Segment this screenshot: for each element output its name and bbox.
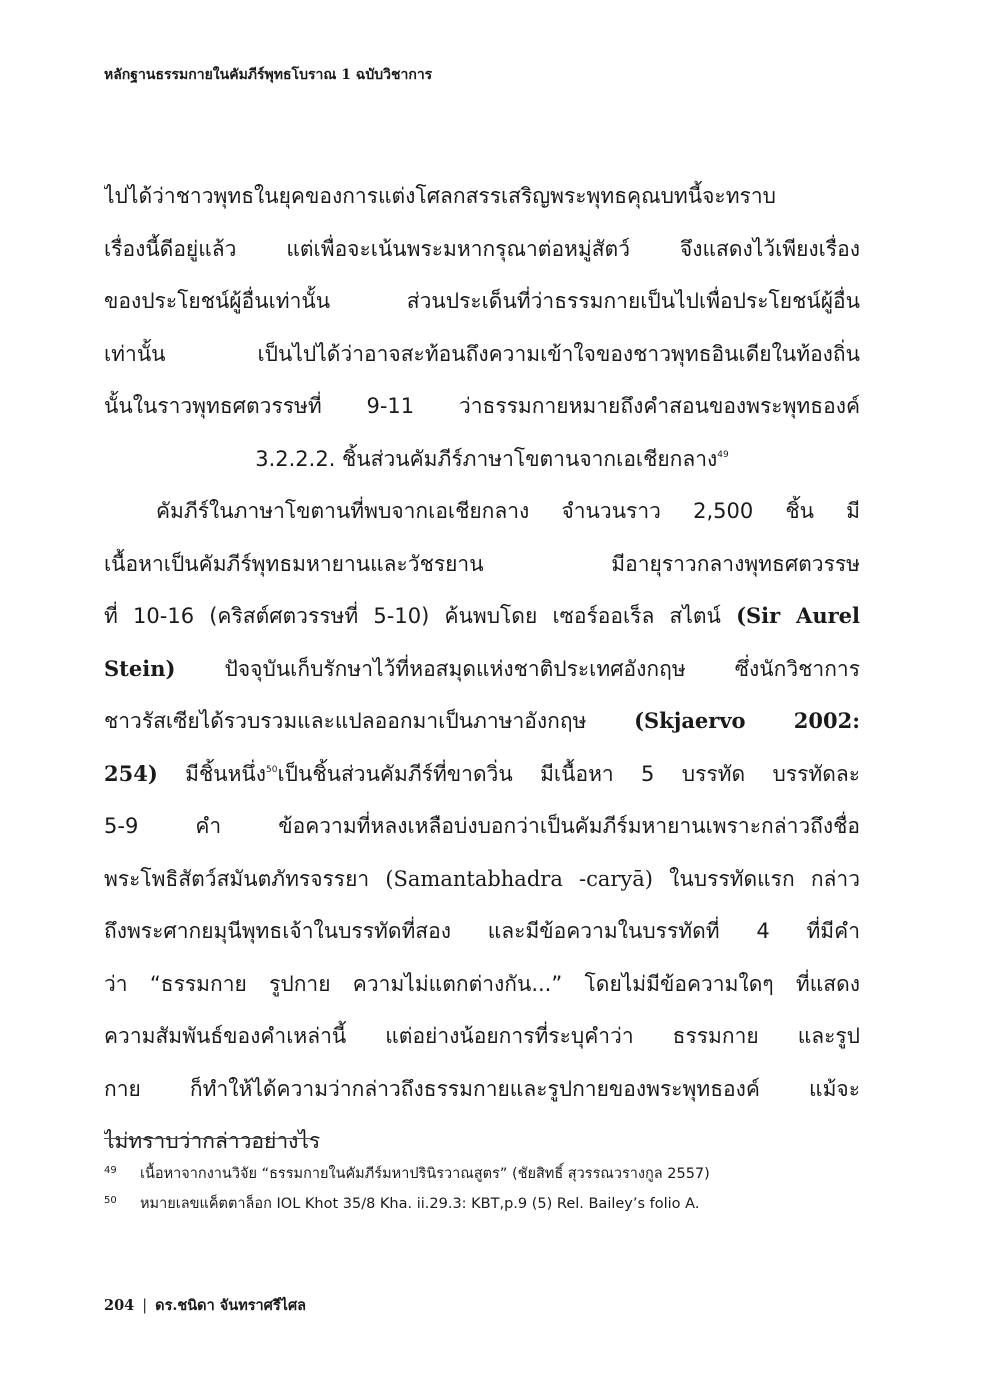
paragraph-line: นั้นในราวพุทธศตวรรษที่ 9-11 ว่าธรรมกายหมายถึงคำสอนของพระพุทธองค์ [104, 394, 860, 418]
footnote-divider [104, 1138, 310, 1139]
page-footer [104, 1294, 306, 1317]
paragraph-line [104, 590, 860, 643]
latin-text: Stein) [104, 655, 176, 681]
page-number: 204 [104, 1297, 135, 1314]
paragraph-line: ไปได้ว่าชาวพุทธในยุคของการแต่งโศลกสรรเสริญพระพุทธคุณบทนี้จะทราบ [104, 184, 776, 208]
latin-text: (Samantabhadra -caryā) [385, 866, 653, 891]
paragraph-line [104, 643, 860, 696]
paragraph-line: คัมภีร์ในภาษาโขตานที่พบจากเอเชียกลาง จำนวนราว 2,500 ชิ้น มี [156, 499, 860, 523]
footnote-text: เนื้อหาจากงานวิจัย “ธรรมกายในคัมภีร์มหาปรินิรวาณสูตร” (ชัยสิทธิ์ สุวรรณวรางกูล 2557) [140, 1166, 710, 1182]
footnote-49 [104, 1156, 904, 1186]
footnote-ref-50[interactable]: 50 [266, 764, 278, 775]
latin-text: (Sir Aurel [736, 603, 860, 628]
paragraph-line: ไม่ทราบว่ากล่าวอย่างไร [104, 1129, 321, 1153]
footnotes [104, 1156, 904, 1216]
footnote-ref-49[interactable]: 49 [717, 449, 729, 460]
section-heading [104, 433, 860, 486]
paragraph-line: เรื่องนี้ดีอยู่แล้ว แต่เพื่อจะเน้นพระมหากรุณาต่อหมู่สัตว์ จึงแสดงไว้เพียงเรื่อง [104, 236, 860, 261]
footnote-number: 49 [104, 1165, 117, 1176]
footer-author: ดร.ชนิดา จันทราศรีไศล [155, 1297, 307, 1314]
footnote-50 [104, 1186, 904, 1216]
paragraph-line: ถึงพระศากยมุนีพุทธเจ้าในบรรทัดที่สอง และมีข้อความในบรรทัดที่ 4 ที่มีคำ [104, 919, 860, 943]
footer-separator: | [142, 1298, 148, 1314]
text-run: ชาวรัสเซียได้รวบรวมและแปลออกมาเป็นภาษาอังกฤษ [104, 709, 635, 733]
text-run: เป็นชิ้นส่วนคัมภีร์ที่ขาดวิ่น มีเนื้อหา 5 บรรทัด บรรทัดละ [277, 761, 860, 786]
section-heading-text: 3.2.2.2. ชิ้นส่วนคัมภีร์ภาษาโขตานจากเอเชียกลาง [255, 446, 718, 471]
text-run: พระโพธิสัตว์สมันตภัทรจรรยา [104, 866, 386, 891]
paragraph-line: ของประโยชน์ผู้อื่นเท่านั้น ส่วนประเด็นที่ว่าธรรมกายเป็นไปเพื่อประโยชน์ผู้อื่น [104, 289, 860, 313]
paragraph-line [104, 853, 860, 906]
footnote-text: หมายเลขแค็ตตาล็อก IOL Khot 35/8 Kha. ii.29.3: KBT,p.9 (5) Rel. Bailey’s folio A. [140, 1196, 700, 1212]
body-text [104, 170, 860, 1168]
text-run: ในบรรทัดแรก กล่าว [653, 866, 860, 891]
paragraph-line: เนื้อหาเป็นคัมภีร์พุทธมหายานและวัชรยาน มีอายุราวกลางพุทธศตวรรษ [104, 551, 860, 576]
footnote-number: 50 [104, 1195, 117, 1206]
paragraph-line [104, 695, 860, 748]
latin-text: 254) [104, 760, 158, 786]
paragraph-line: กาย ก็ทำให้ได้ความว่ากล่าวถึงธรรมกายและรูปกายของพระพุทธองค์ แม้จะ [104, 1076, 860, 1101]
paragraph-line [104, 748, 860, 801]
paragraph-line: 5-9 คำ ข้อความที่หลงเหลือบ่งบอกว่าเป็นคัมภีร์มหายานเพราะกล่าวถึงชื่อ [104, 814, 860, 838]
text-run: มีชิ้นหนึ่ง [157, 761, 267, 786]
paragraph-line: ความสัมพันธ์ของคำเหล่านี้ แต่อย่างน้อยการที่ระบุคำว่า ธรรมกาย และรูป [104, 1024, 860, 1048]
running-header: หลักฐานธรรมกายในคัมภีร์พุทธโบราณ 1 ฉบับวิชาการ [104, 67, 433, 83]
text-run: ที่ 10-16 (คริสต์ศตวรรษที่ 5-10) ค้นพบโดย เซอร์ออเร็ล สไตน์ [104, 604, 737, 628]
latin-text: (Skjaervo 2002: [634, 708, 860, 733]
paragraph-line: ว่า “ธรรมกาย รูปกาย ความไม่แตกต่างกัน...” โดยไม่มีข้อความใดๆ ที่แสดง [104, 971, 860, 996]
paragraph-line: เท่านั้น เป็นไปได้ว่าอาจสะท้อนถึงความเข้าใจของชาวพุทธอินเดียในท้องถิ่น [104, 341, 860, 366]
text-run: ปัจจุบันเก็บรักษาไว้ที่หอสมุดแห่งชาติประเทศอังกฤษ ซึ่งนักวิชาการ [175, 656, 860, 681]
